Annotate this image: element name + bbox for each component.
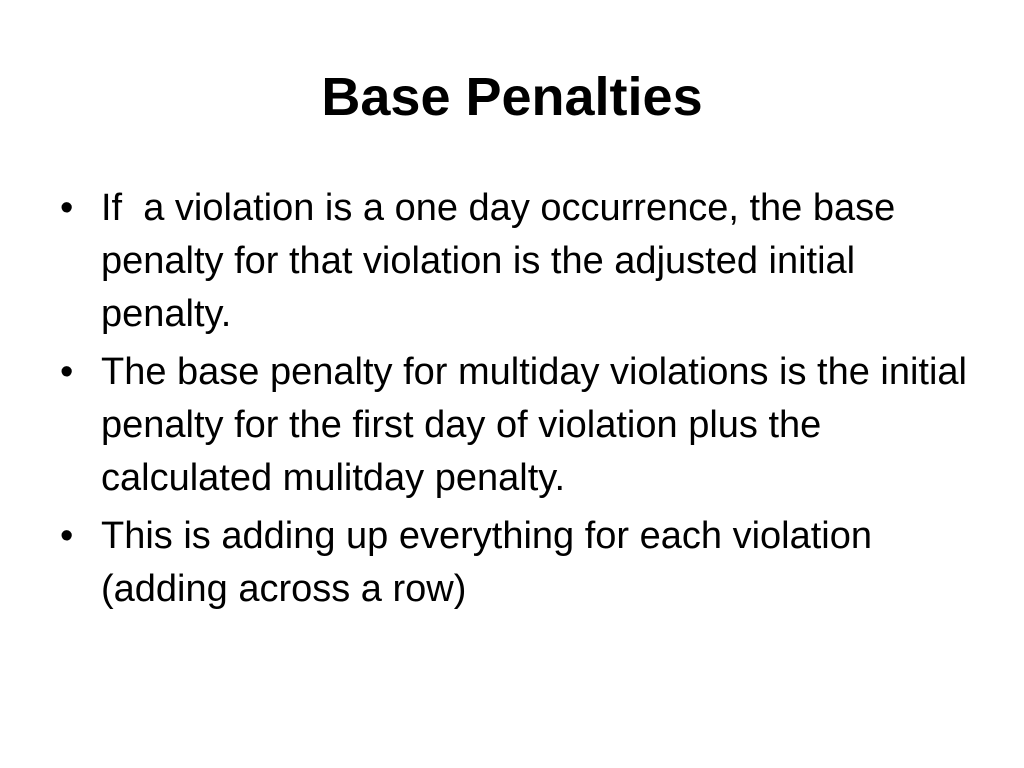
slide-title: Base Penalties <box>321 67 703 127</box>
bullet-item: • This is adding up everything for each violation (adding across a row) <box>58 510 978 616</box>
bullet-list <box>58 182 978 621</box>
bullet-item: • The base penalty for multiday violations is the initial penalty for the first day of violation plus the calculated mulitday penalty. <box>58 346 978 505</box>
bullet-item: • If a violation is a one day occurrence, the base penalty for that violation is the adjusted initial penalty. <box>58 182 978 341</box>
